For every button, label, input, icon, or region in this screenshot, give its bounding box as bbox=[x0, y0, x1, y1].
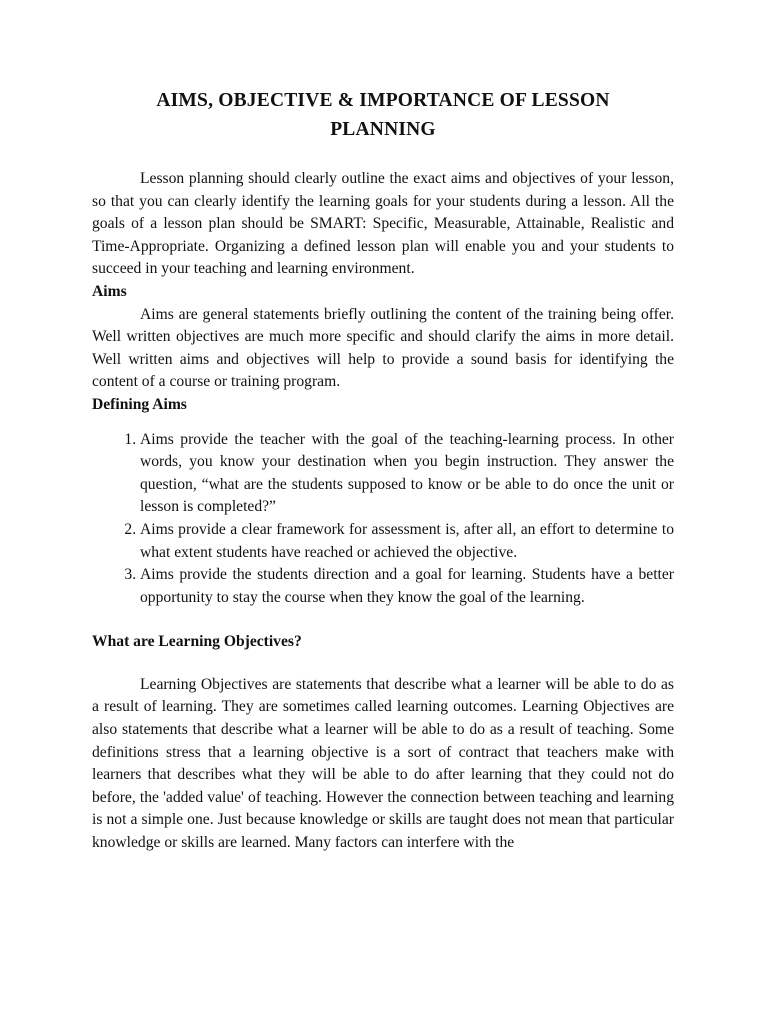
document-title-line-2: PLANNING bbox=[330, 119, 436, 140]
aims-heading: Aims bbox=[92, 282, 127, 300]
document-title-line-1: AIMS, OBJECTIVE & IMPORTANCE OF LESSON bbox=[156, 90, 610, 111]
section-spacer bbox=[92, 654, 674, 674]
aims-paragraph: Aims are general statements briefly outlining the content of the training being offer. Well written objectives are much more specific and should clarify the aims in more detail. Well written aims and objectives will help to provide a sound basis for identifying the content of a course or training program. bbox=[92, 305, 674, 391]
learning-objectives-paragraph: Learning Objectives are statements that describe what a learner will be able to do as a result of learning. They are sometimes called learning outcomes. Learning Objectives are also statements that describe what a learner will be able to do as a result of teaching. Some definitions stress that a learning objective is a sort of contract that teachers make with learners that describes what they will be able to do after learning that they could not do before, the 'added value' of teaching. However the connection between teaching and learning is not a simple one. Just because knowledge or skills are taught does not mean that particular knowledge or skills are learned. Many factors can interfere with the bbox=[92, 675, 674, 852]
list-item: 2. Aims provide a clear framework for assessment is, after all, an effort to determine to what extent students have reached or achieved the objective. bbox=[140, 519, 674, 564]
list-item: 1. Aims provide the teacher with the goal of the teaching-learning process. In other words, you know your destination when you begin instruction. They answer the question, “what are the students supposed to know or be able to do once the unit or lesson is completed?” bbox=[140, 429, 674, 519]
document-title bbox=[92, 86, 674, 144]
section-spacer bbox=[92, 609, 674, 631]
defining-aims-list bbox=[92, 429, 674, 610]
intro-paragraph: Lesson planning should clearly outline the exact aims and objectives of your lesson, so that you can clearly identify the learning goals for your students during a lesson. All the goals of a lesson plan should be SMART: Specific, Measurable, Attainable, Realistic and Time-Appropriate. Organizing a defined lesson plan will enable you and your students to succeed in your teaching and learning environment. bbox=[92, 170, 674, 278]
document-page bbox=[92, 86, 674, 855]
defining-aims-heading: Defining Aims bbox=[92, 395, 187, 413]
list-item: 3. Aims provide the students direction and a goal for learning. Students have a better opportunity to stay the course when they know the goal of the learning. bbox=[140, 564, 674, 609]
learning-objectives-heading: What are Learning Objectives? bbox=[92, 633, 302, 651]
